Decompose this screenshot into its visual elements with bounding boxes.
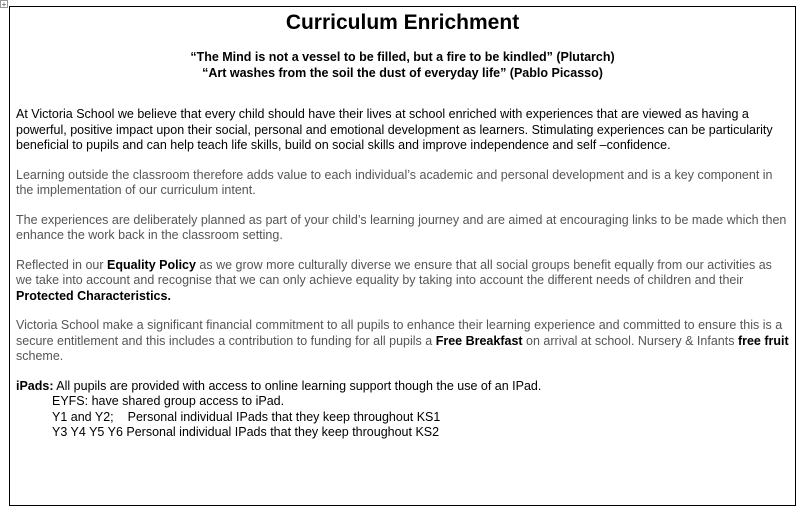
- ipads-label: iPads:: [16, 378, 54, 393]
- ipads-section: [16, 379, 789, 441]
- financial-text-c: on arrival at school. Nursery & Infants: [522, 333, 738, 348]
- document-frame: [9, 6, 796, 506]
- quotes-block: [10, 49, 795, 81]
- paragraph-learning-outside: Learning outside the classroom therefore adds value to each individual’s academic and personal development and is a key component in the implementation of our curriculum intent.: [16, 167, 773, 197]
- quote-picasso: “Art washes from the soil the dust of everyday life” (Pablo Picasso): [202, 66, 603, 80]
- ipads-y1-y2-label: Y1 and Y2;: [52, 409, 114, 424]
- ipads-y1-y2-line: [16, 410, 789, 426]
- ipads-intro-line: [16, 379, 789, 395]
- financial-text-a: Victoria School make a significant financial commitment to all pupils to enhance their learning experience and committed to ensure this is a secure entitlement and this includes a contribution to funding for all pupils a: [16, 318, 783, 348]
- paragraph-equality: [16, 258, 789, 305]
- equality-text-a: Reflected in our: [16, 257, 108, 272]
- equality-text-c: as we grow more culturally diverse we ensure that all social groups benefit equally from our activities as we take into account and recognise that we can only achieve equality by taking into account the different needs of children and their: [16, 257, 772, 287]
- paragraph-experiences: The experiences are deliberately planned as part of your child’s learning journey and are aimed at encouraging links to be made which then enhance the work back in the classroom setting.: [16, 212, 787, 242]
- protected-characteristics-text: Protected Characteristics.: [16, 288, 171, 303]
- quote-plutarch: “The Mind is not a vessel to be filled, but a fire to be kindled” (Plutarch): [190, 50, 615, 64]
- table-move-handle[interactable]: +: [1, 0, 7, 9]
- paragraph-financial: [16, 318, 789, 365]
- page-title: Curriculum Enrichment: [285, 11, 520, 34]
- paragraph-intro: At Victoria School we believe that every child should have their lives at school enriched with experiences that are viewed as having a powerful, positive impact upon their social, personal and emotional development as learners. Stimulating experiences can be particularity beneficial to pupils and can help teach life skills, build on social skills and improve independence and self –confidence.: [16, 107, 773, 152]
- ipads-intro: All pupils are provided with access to online learning support though the use of an IPad.: [53, 378, 542, 393]
- financial-text-e: scheme.: [16, 349, 64, 363]
- free-breakfast-text: Free Breakfast: [435, 333, 523, 348]
- ipads-eyfs-line: EYFS: have shared group access to iPad.: [52, 394, 285, 408]
- body-text: [16, 107, 789, 441]
- ipads-y1-y2-text: Personal individual IPads that they keep throughout KS1: [127, 409, 441, 424]
- free-fruit-text: free fruit: [737, 333, 789, 348]
- ipads-y3-y6-line: Y3 Y4 Y5 Y6 Personal individual IPads that they keep throughout KS2: [52, 425, 440, 439]
- equality-policy-text: Equality Policy: [107, 257, 196, 272]
